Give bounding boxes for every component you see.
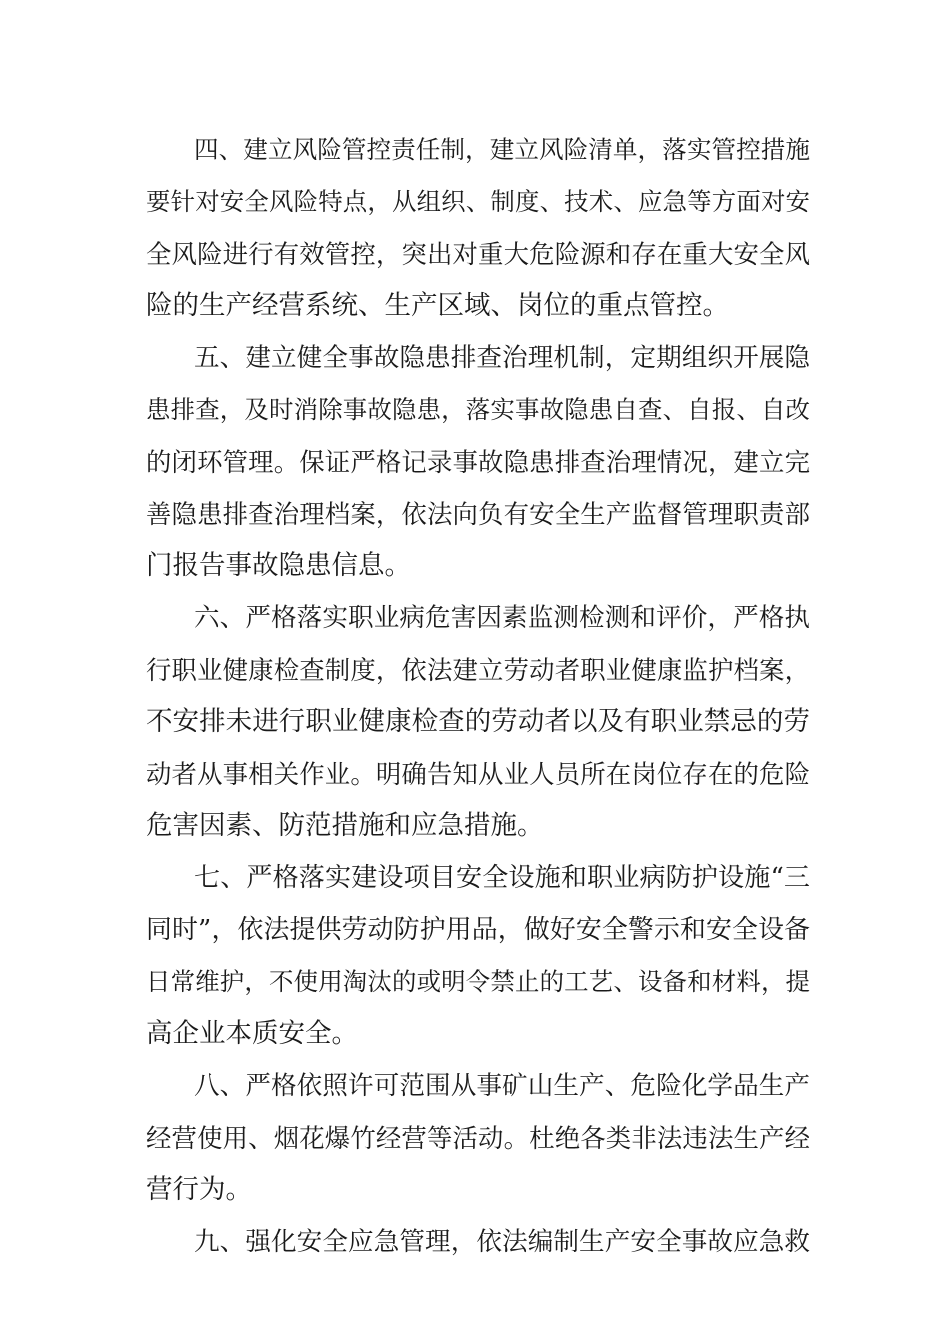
text-line: 经营使用、烟花爆竹经营等活动。杜绝各类非法违法生产经	[146, 1123, 810, 1153]
text-line: 要针对安全风险特点，从组织、制度、技术、应急等方面对安	[146, 187, 810, 216]
text-line: 危害因素、防范措施和应急措施。	[146, 810, 544, 841]
text-line: 六、严格落实职业病危害因素监测检测和评价，严格执	[194, 603, 810, 633]
text-line: 全风险进行有效管控，突出对重大危险源和存在重大安全风	[146, 239, 810, 269]
text-line: 营行为。	[146, 1174, 252, 1205]
text-line: 高企业本质安全。	[146, 1018, 358, 1049]
text-line: 九、强化安全应急管理，依法编制生产安全事故应急救	[194, 1227, 810, 1257]
paragraph-8	[146, 1060, 810, 1216]
paragraph-5	[146, 332, 810, 592]
text-line: 动者从事相关作业。明确告知从业人员所在岗位存在的危险	[146, 759, 810, 789]
paragraph-7	[146, 852, 810, 1060]
text-line: 八、严格依照许可范围从事矿山生产、危险化学品生产	[194, 1071, 810, 1101]
text-line: 行职业健康检查制度，依法建立劳动者职业健康监护档案，	[146, 655, 810, 685]
text-line: 险的生产经营系统、生产区域、岗位的重点管控。	[146, 290, 729, 321]
text-line: 不安排未进行职业健康检查的劳动者以及有职业禁忌的劳	[146, 706, 810, 737]
text-line: 患排查，及时消除事故隐患，落实事故隐患自查、自报、自改	[146, 395, 810, 424]
text-line: 同时”，依法提供劳动防护用品，做好安全警示和安全设备	[146, 915, 810, 945]
paragraph-4	[146, 124, 810, 332]
paragraph-6	[146, 592, 810, 852]
paragraph-9	[146, 1216, 810, 1268]
text-line: 门报告事故隐患信息。	[146, 550, 411, 581]
text-line: 日常维护，不使用淘汰的或明令禁止的工艺、设备和材料，提	[146, 967, 810, 996]
text-line: 七、严格落实建设项目安全设施和职业病防护设施“三	[194, 863, 810, 893]
text-line: 善隐患排查治理档案，依法向负有安全生产监督管理职责部	[146, 499, 810, 529]
text-line: 的闭环管理。保证严格记录事故隐患排查治理情况，建立完	[146, 447, 810, 477]
document-body	[146, 124, 810, 1268]
text-line: 五、建立健全事故隐患排查治理机制，定期组织开展隐	[194, 343, 810, 373]
text-line: 四、建立风险管控责任制，建立风险清单，落实管控措施	[194, 135, 810, 164]
